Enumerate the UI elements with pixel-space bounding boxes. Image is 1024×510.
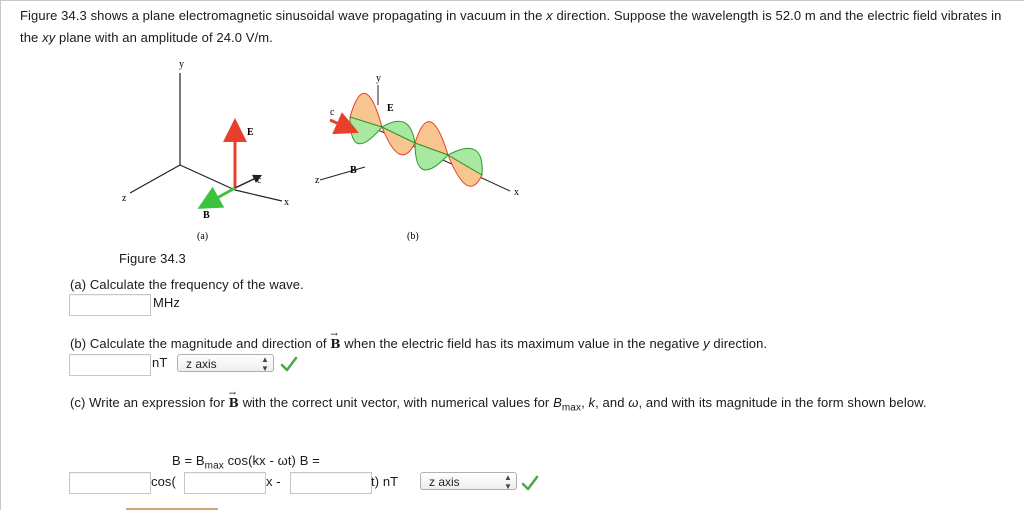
vector-c-label-a: c xyxy=(257,175,262,186)
axis-z-label-a: z xyxy=(122,193,127,204)
part-a-frequency-input[interactable] xyxy=(69,294,151,316)
axis-z-b xyxy=(320,167,365,180)
part-c-text-5: , and with its magnitude in the form shown below. xyxy=(638,395,927,410)
select-arrows-icon: ▲ ▼ xyxy=(261,355,269,373)
part-c-question xyxy=(70,392,1000,420)
part-a-unit: MHz xyxy=(153,295,181,310)
part-c-omega-input[interactable] xyxy=(290,472,372,494)
formula-lhs: B = B xyxy=(172,453,205,468)
check-icon xyxy=(280,356,298,372)
figure-caption: Figure 34.3 xyxy=(119,251,186,266)
vector-B-a xyxy=(208,188,235,203)
part-b-direction-select[interactable] xyxy=(177,354,274,372)
intro-x: x xyxy=(546,8,553,23)
part-b-text-1: (b) Calculate the magnitude and direction of xyxy=(70,336,331,351)
axis-y-label-b: y xyxy=(376,73,381,84)
part-b-magnitude-input[interactable] xyxy=(69,354,151,376)
part-b-vector-B: → B xyxy=(330,333,340,355)
axis-x-label-a: x xyxy=(284,197,289,208)
axis-z-label-b: z xyxy=(315,175,320,186)
intro-text-1: Figure 34.3 shows a plane electromagnetic sinusoidal wave propagating in vacuum in the xyxy=(20,8,547,23)
part-b-question xyxy=(70,333,767,355)
intro-text-2: direction. Suppose the wavelength is 52.0 m and the electric field vibrates in the xyxy=(20,8,1002,45)
page-border-top xyxy=(0,0,1024,1)
figure-panel-b xyxy=(320,85,510,191)
part-c-text-4: , and xyxy=(595,395,629,410)
axis-z-a xyxy=(130,165,180,193)
part-c-text-3: , xyxy=(581,395,589,410)
vector-B-label-b: B xyxy=(350,165,357,176)
part-c-k-input[interactable] xyxy=(184,472,266,494)
page-border-left xyxy=(0,0,1,510)
problem-statement xyxy=(20,5,1010,49)
intro-text-3: plane with an amplitude of 24.0 V/m. xyxy=(55,30,273,45)
select-arrows-icon: ▲ ▼ xyxy=(504,473,512,491)
part-c-bmax: B xyxy=(553,395,562,410)
part-c-text-2: with the correct unit vector, with numerical values for xyxy=(238,395,554,410)
part-b-text-3: direction. xyxy=(709,336,768,351)
part-c-text-1: (c) Write an expression for xyxy=(70,395,229,410)
part-b-dir: y xyxy=(703,336,710,351)
part-c-bmax-sub: max xyxy=(561,402,582,414)
part-c-direction-select[interactable] xyxy=(420,472,517,490)
part-c-k: k xyxy=(588,395,596,410)
part-c-x-minus: x - xyxy=(266,474,281,489)
formula-rhs: cos(kx - ωt) B = xyxy=(223,453,320,468)
intro-plane: xy xyxy=(42,30,56,45)
part-a-question: (a) Calculate the frequency of the wave. xyxy=(70,277,304,292)
vector-E-label-b: E xyxy=(387,103,394,114)
vector-c-a xyxy=(235,177,258,188)
check-icon xyxy=(521,475,539,491)
figure-34-3 xyxy=(110,55,550,245)
part-c-omega: ω xyxy=(628,395,639,410)
vector-c-label-b: c xyxy=(330,107,335,118)
axis-x-a xyxy=(180,165,235,190)
axis-x-label-b: x xyxy=(514,187,519,198)
axis-x-a-ext xyxy=(235,190,282,201)
part-b-unit: nT xyxy=(152,355,168,370)
part-c-amplitude-input[interactable] xyxy=(69,472,151,494)
part-c-cos-label: cos( xyxy=(151,474,176,489)
formula-sub: max xyxy=(204,460,224,472)
panel-b-label: (b) xyxy=(407,231,419,242)
panel-a-label: (a) xyxy=(197,231,209,242)
vector-B-label-a: B xyxy=(203,210,210,221)
part-c-vector-B: → B xyxy=(229,392,239,414)
axis-y-label-a: y xyxy=(179,59,184,70)
vector-c-b xyxy=(330,120,348,128)
part-c-t-unit: t) nT xyxy=(371,474,399,489)
part-c-direction-value: z axis xyxy=(429,475,460,489)
vector-E-label-a: E xyxy=(247,127,254,138)
part-b-direction-value: z axis xyxy=(186,357,217,371)
part-b-text-2: when the electric field has its maximum value in the negative xyxy=(340,336,704,351)
